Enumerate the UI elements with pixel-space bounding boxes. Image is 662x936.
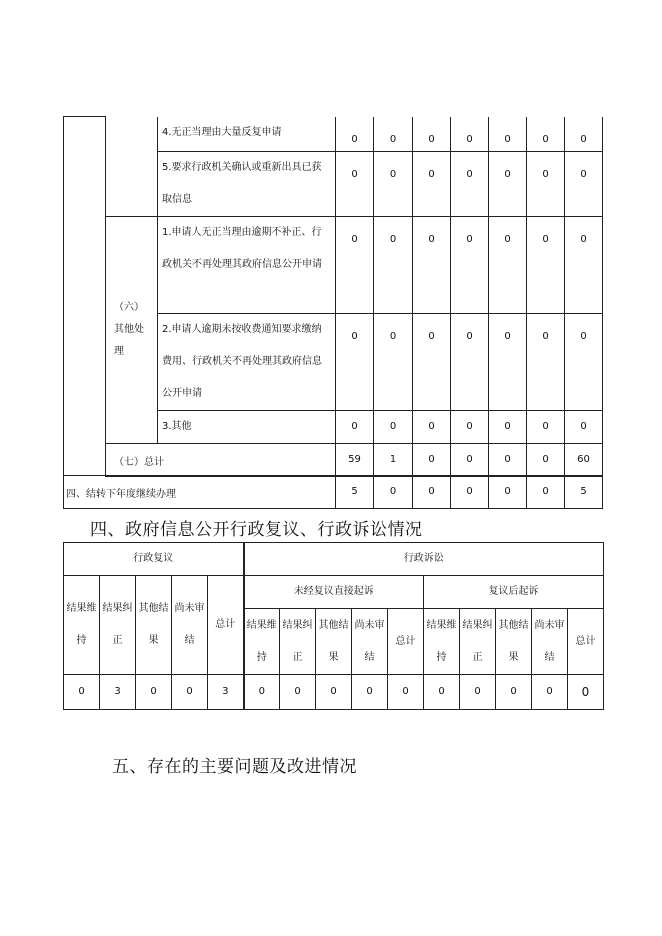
total-label: （七）总计 bbox=[106, 444, 336, 477]
value-cell: 0 bbox=[451, 444, 489, 477]
value-cell: 0 bbox=[244, 675, 280, 710]
row-desc: 1.申请人无正当理由逾期不补正、行政机关不再处理其政府信息公开申请 bbox=[158, 217, 336, 314]
col-correct: 结果纠正 bbox=[100, 576, 136, 675]
value-cell: 0 bbox=[336, 152, 374, 217]
col-correct: 结果纠正 bbox=[460, 609, 496, 675]
section-5-title: 五、存在的主要问题及改进情况 bbox=[112, 757, 357, 777]
col-sustain: 结果维持 bbox=[64, 576, 100, 675]
value-cell: 3 bbox=[208, 675, 244, 710]
review-litigation-table bbox=[63, 542, 604, 710]
value-cell: 0 bbox=[64, 675, 100, 710]
value-cell: 0 bbox=[451, 314, 489, 411]
value-cell: 0 bbox=[527, 152, 565, 217]
value-cell: 0 bbox=[489, 152, 527, 217]
value-cell: 0 bbox=[489, 476, 527, 509]
row-desc: 4.无正当理由大量反复申请 bbox=[158, 117, 336, 152]
value-cell: 3 bbox=[100, 675, 136, 710]
disposal-table bbox=[63, 116, 603, 477]
value-cell: 0 bbox=[565, 152, 603, 217]
value-cell: 0 bbox=[451, 411, 489, 444]
value-cell: 0 bbox=[527, 411, 565, 444]
value-cell: 0 bbox=[532, 675, 568, 710]
table-row bbox=[64, 675, 604, 710]
value-cell: 0 bbox=[374, 152, 413, 217]
col-pending: 尚未审结 bbox=[532, 609, 568, 675]
value-cell: 0 bbox=[413, 476, 451, 509]
header-review: 行政复议 bbox=[64, 543, 244, 576]
value-cell: 0 bbox=[352, 675, 388, 710]
col-total: 总计 bbox=[388, 609, 424, 675]
table-row bbox=[64, 217, 603, 314]
col-sustain: 结果维持 bbox=[244, 609, 280, 675]
value-cell: 0 bbox=[374, 314, 413, 411]
value-cell: 0 bbox=[336, 117, 374, 152]
value-cell: 0 bbox=[413, 152, 451, 217]
table-row bbox=[64, 117, 603, 152]
header-direct: 未经复议直接起诉 bbox=[244, 576, 424, 609]
col-correct: 结果纠正 bbox=[280, 609, 316, 675]
category-six: （六）其他处理 bbox=[106, 217, 158, 444]
header-row bbox=[64, 543, 604, 576]
value-cell: 0 bbox=[527, 444, 565, 477]
value-cell: 0 bbox=[565, 314, 603, 411]
value-cell: 0 bbox=[489, 117, 527, 152]
value-cell: 0 bbox=[136, 675, 172, 710]
col-sustain: 结果维持 bbox=[424, 609, 460, 675]
value-cell: 0 bbox=[451, 476, 489, 509]
section-4-title: 四、政府信息公开行政复议、行政诉讼情况 bbox=[90, 520, 423, 540]
outer-left-cell bbox=[64, 117, 106, 477]
value-cell: 0 bbox=[489, 217, 527, 314]
value-cell: 0 bbox=[374, 411, 413, 444]
table-row-carryover bbox=[64, 476, 603, 509]
value-cell: 0 bbox=[413, 217, 451, 314]
value-cell: 5 bbox=[336, 476, 374, 509]
value-cell: 0 bbox=[565, 117, 603, 152]
value-cell: 0 bbox=[336, 314, 374, 411]
value-cell: 1 bbox=[374, 444, 413, 477]
value-cell: 5 bbox=[565, 476, 603, 509]
row-desc: 5.要求行政机关确认或重新出具已获取信息 bbox=[158, 152, 336, 217]
value-cell: 0 bbox=[451, 217, 489, 314]
value-cell: 0 bbox=[374, 117, 413, 152]
value-cell: 0 bbox=[527, 314, 565, 411]
value-cell: 0 bbox=[413, 411, 451, 444]
value-cell: 0 bbox=[527, 217, 565, 314]
value-cell: 0 bbox=[316, 675, 352, 710]
carryover-label: 四、结转下年度继续办理 bbox=[64, 476, 336, 509]
col-other: 其他结果 bbox=[136, 576, 172, 675]
value-cell: 0 bbox=[413, 117, 451, 152]
value-cell: 0 bbox=[489, 314, 527, 411]
value-cell: 0 bbox=[424, 675, 460, 710]
category-cell-five bbox=[106, 117, 158, 217]
col-total: 总计 bbox=[568, 609, 604, 675]
row-desc: 2.申请人逾期未按收费通知要求缴纳费用、行政机关不再处理其政府信息公开申请 bbox=[158, 314, 336, 411]
value-cell: 0 bbox=[451, 152, 489, 217]
value-cell: 0 bbox=[336, 411, 374, 444]
value-cell: 0 bbox=[496, 675, 532, 710]
value-cell: 0 bbox=[172, 675, 208, 710]
value-cell: 0 bbox=[280, 675, 316, 710]
col-other: 其他结果 bbox=[496, 609, 532, 675]
value-cell: 0 bbox=[374, 217, 413, 314]
header-after-review: 复议后起诉 bbox=[424, 576, 604, 609]
value-cell: 0 bbox=[460, 675, 496, 710]
value-cell: 0 bbox=[527, 117, 565, 152]
value-cell: 0 bbox=[413, 444, 451, 477]
table-row-total bbox=[64, 444, 603, 477]
col-total: 总计 bbox=[208, 576, 244, 675]
value-cell: 0 bbox=[565, 411, 603, 444]
col-other: 其他结果 bbox=[316, 609, 352, 675]
carryover-table bbox=[63, 475, 603, 509]
value-cell: 0 bbox=[527, 476, 565, 509]
header-litigation: 行政诉讼 bbox=[244, 543, 604, 576]
value-cell: 0 bbox=[336, 217, 374, 314]
col-pending: 尚未审结 bbox=[352, 609, 388, 675]
value-cell: 0 bbox=[374, 476, 413, 509]
value-cell: 0 bbox=[568, 675, 604, 710]
row-desc: 3.其他 bbox=[158, 411, 336, 444]
value-cell: 60 bbox=[565, 444, 603, 477]
value-cell: 0 bbox=[451, 117, 489, 152]
header-row bbox=[64, 576, 604, 609]
value-cell: 0 bbox=[489, 411, 527, 444]
value-cell: 0 bbox=[489, 444, 527, 477]
col-pending: 尚未审结 bbox=[172, 576, 208, 675]
value-cell: 0 bbox=[565, 217, 603, 314]
value-cell: 0 bbox=[413, 314, 451, 411]
value-cell: 0 bbox=[388, 675, 424, 710]
value-cell: 59 bbox=[336, 444, 374, 477]
